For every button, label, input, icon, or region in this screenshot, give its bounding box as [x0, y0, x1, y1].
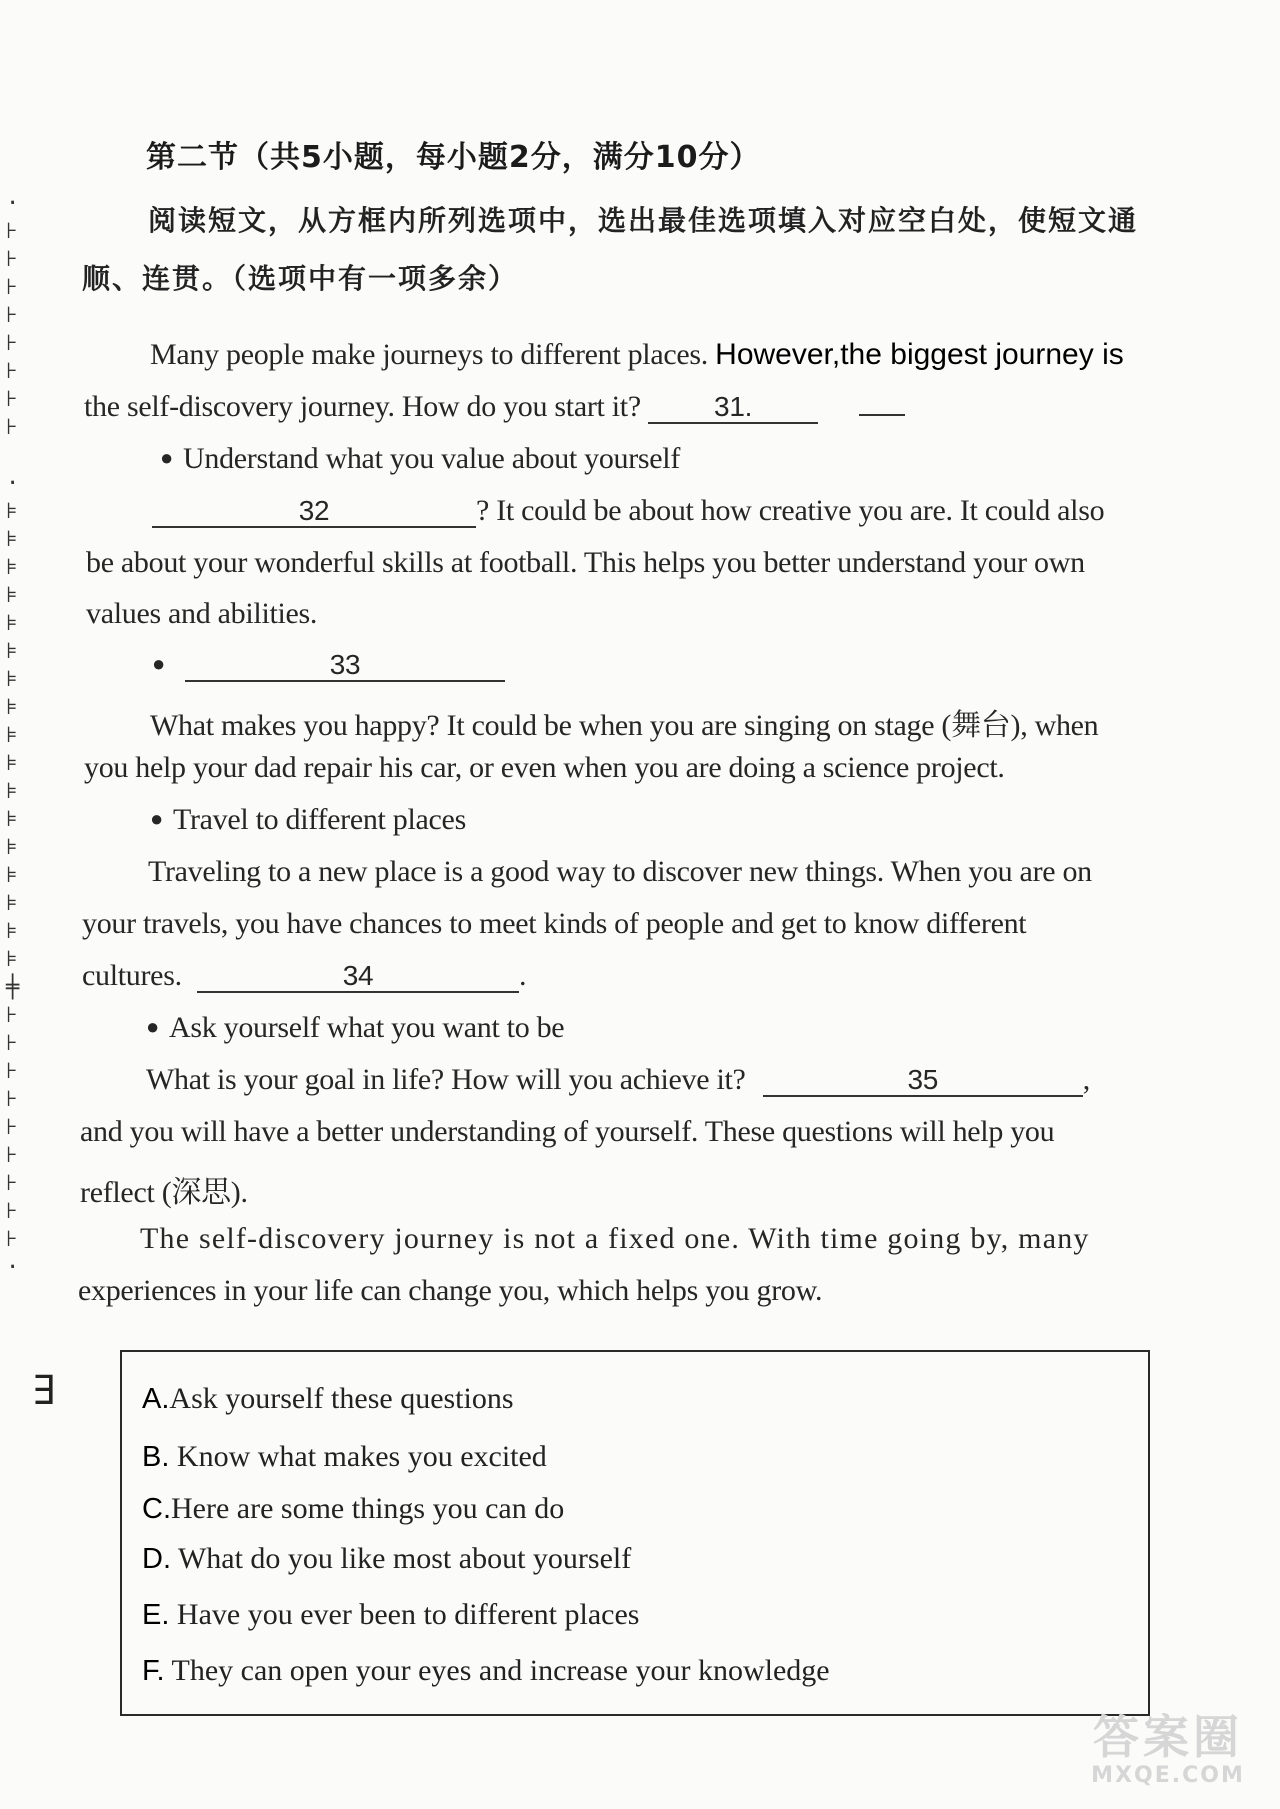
- answer-blank-33[interactable]: 33: [185, 650, 505, 682]
- option-d[interactable]: [142, 1542, 631, 1576]
- passage-text: What is your goal in life? How will you achieve it?: [146, 1063, 746, 1096]
- answer-blank-35[interactable]: 35: [763, 1065, 1083, 1097]
- option-e[interactable]: [142, 1598, 639, 1632]
- option-text: What do you like most about yourself: [177, 1542, 632, 1575]
- bullet-text: Ask yourself what you want to be: [169, 1011, 565, 1044]
- passage-line: Traveling to a new place is a good way to discover new things. When you are on: [148, 855, 1092, 888]
- bullet-heading: [146, 1011, 564, 1045]
- option-letter: A.: [142, 1383, 170, 1415]
- blank-extension: [859, 414, 905, 416]
- answer-blank-34[interactable]: 34: [197, 961, 519, 993]
- passage-line: The self-discovery journey is not a fixed one. With time going by, many: [140, 1222, 1090, 1255]
- passage-line: [152, 494, 1104, 528]
- option-c[interactable]: [142, 1492, 564, 1526]
- passage-line: your travels, you have chances to meet kinds of people and get to know different: [82, 907, 1027, 940]
- option-letter: B.: [142, 1441, 170, 1473]
- passage-line: reflect (深思).: [80, 1176, 248, 1209]
- bullet-icon: ●: [152, 651, 165, 676]
- options-box: [120, 1350, 1150, 1716]
- section-title: 第二节（共5小题，每小题2分，满分10分）: [146, 140, 761, 175]
- passage-line: values and abilities.: [86, 597, 318, 630]
- option-letter: F.: [142, 1655, 165, 1687]
- passage-line: be about your wonderful skills at football. This helps you better understand your own: [86, 546, 1085, 579]
- passage-text: cultures.: [82, 959, 182, 992]
- binding-margin-mark: ∃: [32, 1368, 57, 1414]
- passage-line: experiences in your life can change you, which helps you grow.: [78, 1274, 823, 1307]
- option-text: Here are some things you can do: [171, 1492, 565, 1525]
- option-text: Ask yourself these questions: [169, 1382, 514, 1415]
- option-b[interactable]: [142, 1440, 547, 1474]
- passage-line: cultures. 34 .: [82, 959, 527, 992]
- bullet-heading: [160, 442, 680, 476]
- typed-insertion: However,the biggest journey is: [715, 338, 1124, 371]
- answer-blank-32[interactable]: 32: [152, 496, 476, 528]
- option-f[interactable]: [142, 1654, 830, 1688]
- option-text: Know what makes you excited: [176, 1440, 547, 1473]
- passage-line: [150, 338, 1124, 372]
- option-letter: C.: [142, 1493, 171, 1525]
- passage-line: What makes you happy? It could be when you are singing on stage (舞台), when: [150, 709, 1099, 742]
- passage-line: and you will have a better understanding of yourself. These questions will help you: [80, 1115, 1055, 1148]
- passage-line: What is your goal in life? How will you achieve it? 35 ,: [146, 1063, 1090, 1096]
- site-watermark: [1068, 1711, 1268, 1799]
- passage-text: ? It could be about how creative you are. It could also: [476, 494, 1105, 527]
- bullet-icon: ●: [146, 1014, 159, 1039]
- option-letter: E.: [142, 1599, 170, 1631]
- bullet-heading: [150, 803, 466, 837]
- passage-line: [84, 390, 905, 424]
- option-a[interactable]: [142, 1382, 514, 1416]
- bullet-heading: [152, 648, 505, 682]
- watermark-site: MXQE.COM: [1091, 1763, 1245, 1788]
- option-text: They can open your eyes and increase your knowledge: [171, 1654, 830, 1687]
- passage-text: the self-discovery journey. How do you start it?: [84, 390, 641, 423]
- answer-blank-31[interactable]: 31.: [648, 392, 818, 424]
- bullet-icon: ●: [160, 445, 173, 470]
- option-letter: D.: [142, 1543, 171, 1575]
- section-instructions: 阅读短文，从方框内所列选项中，选出最佳选项填入对应空白处，使短文通顺、连贯。（选项中有一项多余）: [82, 204, 1139, 295]
- passage-line: you help your dad repair his car, or even when you are doing a science project.: [84, 751, 1005, 784]
- passage-text: Many people make journeys to different places.: [150, 338, 708, 371]
- bullet-text: Travel to different places: [173, 803, 466, 836]
- option-text: Have you ever been to different places: [176, 1598, 640, 1631]
- bullet-text: Understand what you value about yourself: [183, 442, 681, 475]
- bullet-icon: ●: [150, 806, 163, 831]
- watermark-logo: 答案圈: [1093, 1710, 1243, 1764]
- binding-margin-ticks: · ⊦ ⊦ ⊦ ⊦ ⊦ ⊦ ⊦ ⊦ · ⊧ ⊧ ⊧ ⊧ ⊧ ⊧ ⊧ ⊧ ⊧ ⊧ ⊧ ⊧ ⊧ ⊧ ⊧ ⊧ ⊧ ╪ ⊦ ⊦ ⊦ ⊦ ⊦ ⊦ ⊦ ⊦ ⊦ ·: [6, 191, 20, 1280]
